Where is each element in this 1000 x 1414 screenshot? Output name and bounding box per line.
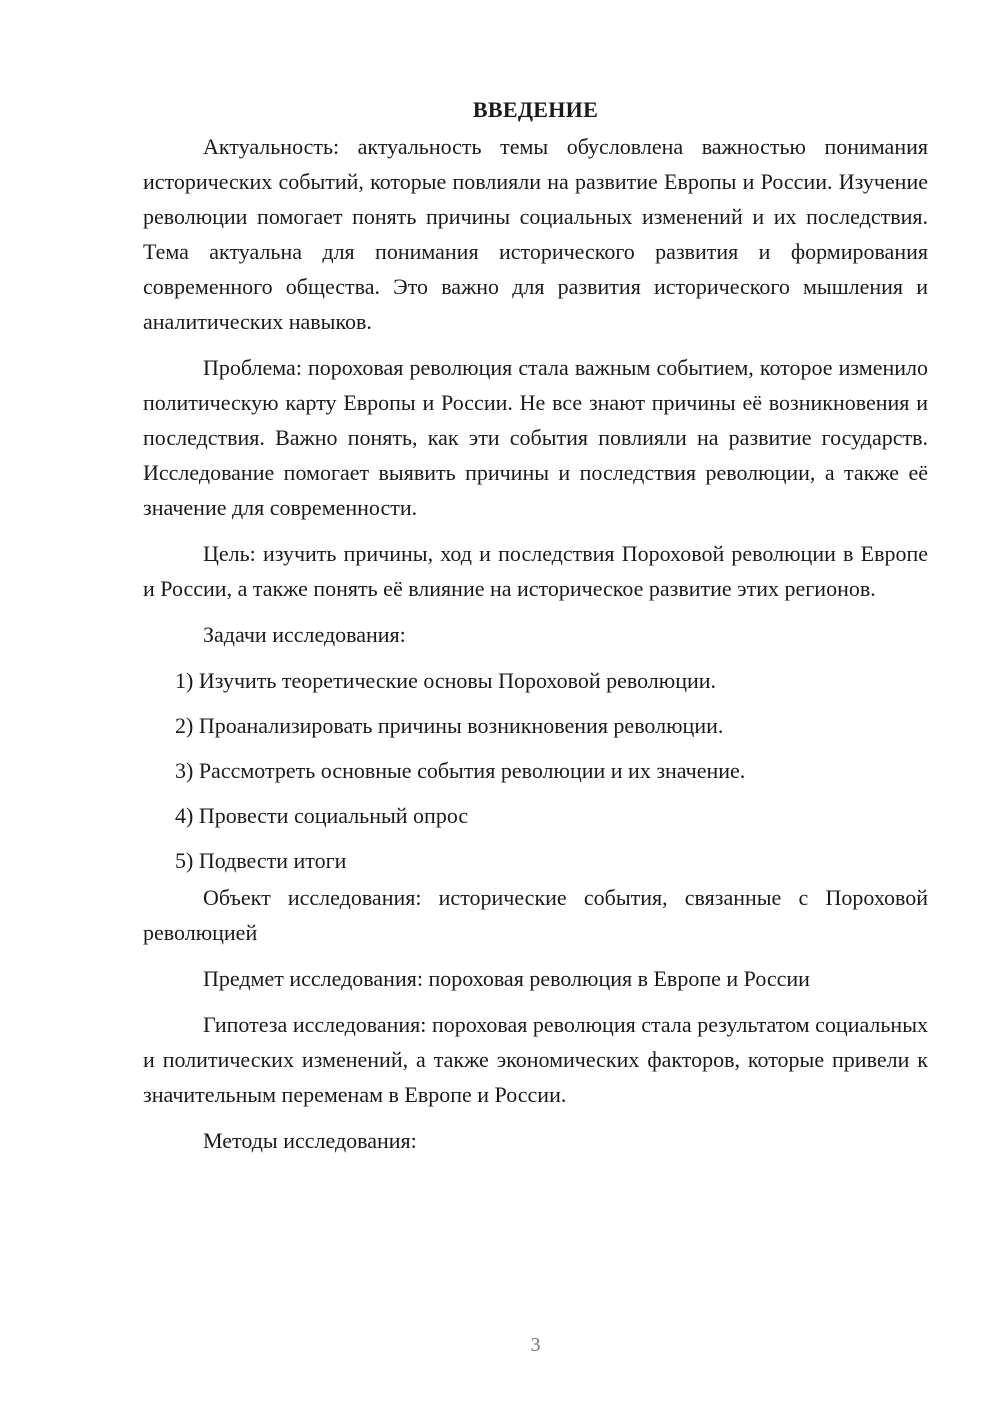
task-item: 4) Провести социальный опрос <box>175 803 469 828</box>
task-item: 3) Рассмотреть основные события революции и их значение. <box>175 758 746 783</box>
tasks-title: Задачи исследования: <box>203 622 406 647</box>
task-item: 5) Подвести итоги <box>175 848 347 873</box>
page-number: 3 <box>530 1334 541 1356</box>
subject-paragraph: Предмет исследования: пороховая революция в Европе и России <box>203 966 810 991</box>
tasks-list <box>143 663 928 878</box>
goal-paragraph: Цель: изучить причины, ход и последствия Пороховой революции в Европе и России, а также понять её влияние на историческое развитие этих регионов. <box>143 541 928 601</box>
document-page <box>143 92 928 1169</box>
problem-paragraph: Проблема: пороховая революция стала важным событием, которое изменило политическую карту Европы и России. Не все знают причины её возникновения и последствия. Важно понять, как эти события повлияли на развитие государств. Исследование помогает выявить причины и последствия революции, а также её значение для современности. <box>143 355 928 520</box>
relevance-paragraph: Актуальность: актуальность темы обусловлена важностью понимания исторических событий, которые повлияли на развитие Европы и России. Изучение революции помогает понять причины социальных изменений и их последствия. Тема актуальна для понимания исторического развития и формирования современного общества. Это важно для развития исторического мышления и аналитических навыков. <box>143 134 928 334</box>
task-item: 1) Изучить теоретические основы Пороховой революции. <box>175 668 717 693</box>
section-heading: ВВЕДЕНИЕ <box>472 97 599 122</box>
task-item: 2) Проанализировать причины возникновения революции. <box>175 713 724 738</box>
methods-title: Методы исследования: <box>203 1128 417 1153</box>
object-paragraph: Объект исследования: исторические события, связанные с Пороховой революцией <box>143 885 928 945</box>
hypothesis-paragraph: Гипотеза исследования: пороховая революция стала результатом социальных и политических изменений, а также экономических факторов, которые привели к значительным переменам в Европе и России. <box>143 1012 928 1107</box>
